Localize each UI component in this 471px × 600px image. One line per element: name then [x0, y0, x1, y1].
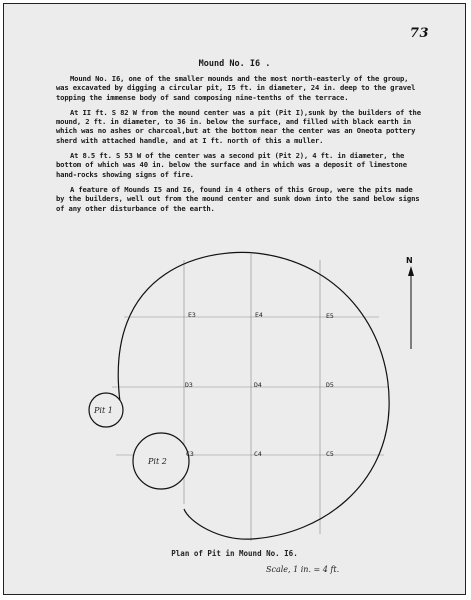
grid-label-e3: E3 [188, 311, 196, 319]
mound-outline [118, 252, 389, 539]
grid-label-d3: D3 [185, 381, 193, 389]
grid-label-c5: C5 [326, 450, 334, 458]
north-arrow-icon [408, 266, 414, 349]
grid-label-c3: C3 [186, 450, 194, 458]
paragraph-intro-text: Mound No. I6, one of the smaller mounds and the most north-easterly of the group, was excavated by digging a circular pit, I5 ft. in diameter, 24 in. deep to the gravel topping the immense body of sand composing nine-tenths of the terrace. [56, 74, 416, 102]
page-number: 73 [409, 26, 429, 41]
page-title: Mound No. I6 . [198, 59, 271, 69]
figure-caption: Plan of Pit in Mound No. I6. [171, 549, 298, 558]
grid-label-c4: C4 [254, 450, 262, 458]
pit-1-label: Pit 1 [94, 406, 113, 415]
scale-note: Scale, 1 in. = 4 ft. [266, 565, 340, 574]
grid-label-d4: D4 [254, 381, 262, 389]
paragraph-pit2-text: At 8.5 ft. S 53 W of the center was a second pit (Pit 2), 4 ft. in diameter, the bottom of which was 40 in. below the surface and in which was a deposit of limestone hand-rocks showing signs of fire. [56, 151, 407, 179]
paragraph-feature-text: A feature of Mounds I5 and I6, found in 4 others of this Group, were the pits made by the builders, well out from the mound center and sunk down into the sand below signs of any other disturbance of the earth. [56, 184, 420, 213]
pit-2-label: Pit 2 [148, 457, 167, 466]
mound-plan-diagram [4, 4, 466, 595]
grid-label-d5: D5 [326, 381, 334, 389]
north-label: N [406, 256, 413, 265]
document-page [3, 3, 466, 595]
grid-label-e5: E5 [326, 312, 334, 320]
grid-label-e4: E4 [255, 311, 263, 319]
paragraph-pit1-text: At II ft. S 82 W from the mound center was a pit (Pit I),sunk by the builders of the mound, 2 ft. in diameter, to 36 in. below the surface, and filled with black earth in which was no ashes or charcoal,but at the bottom near the center was an Oneota pottery sherd with attached handle, and at I ft. north of this a muller. [56, 107, 421, 145]
